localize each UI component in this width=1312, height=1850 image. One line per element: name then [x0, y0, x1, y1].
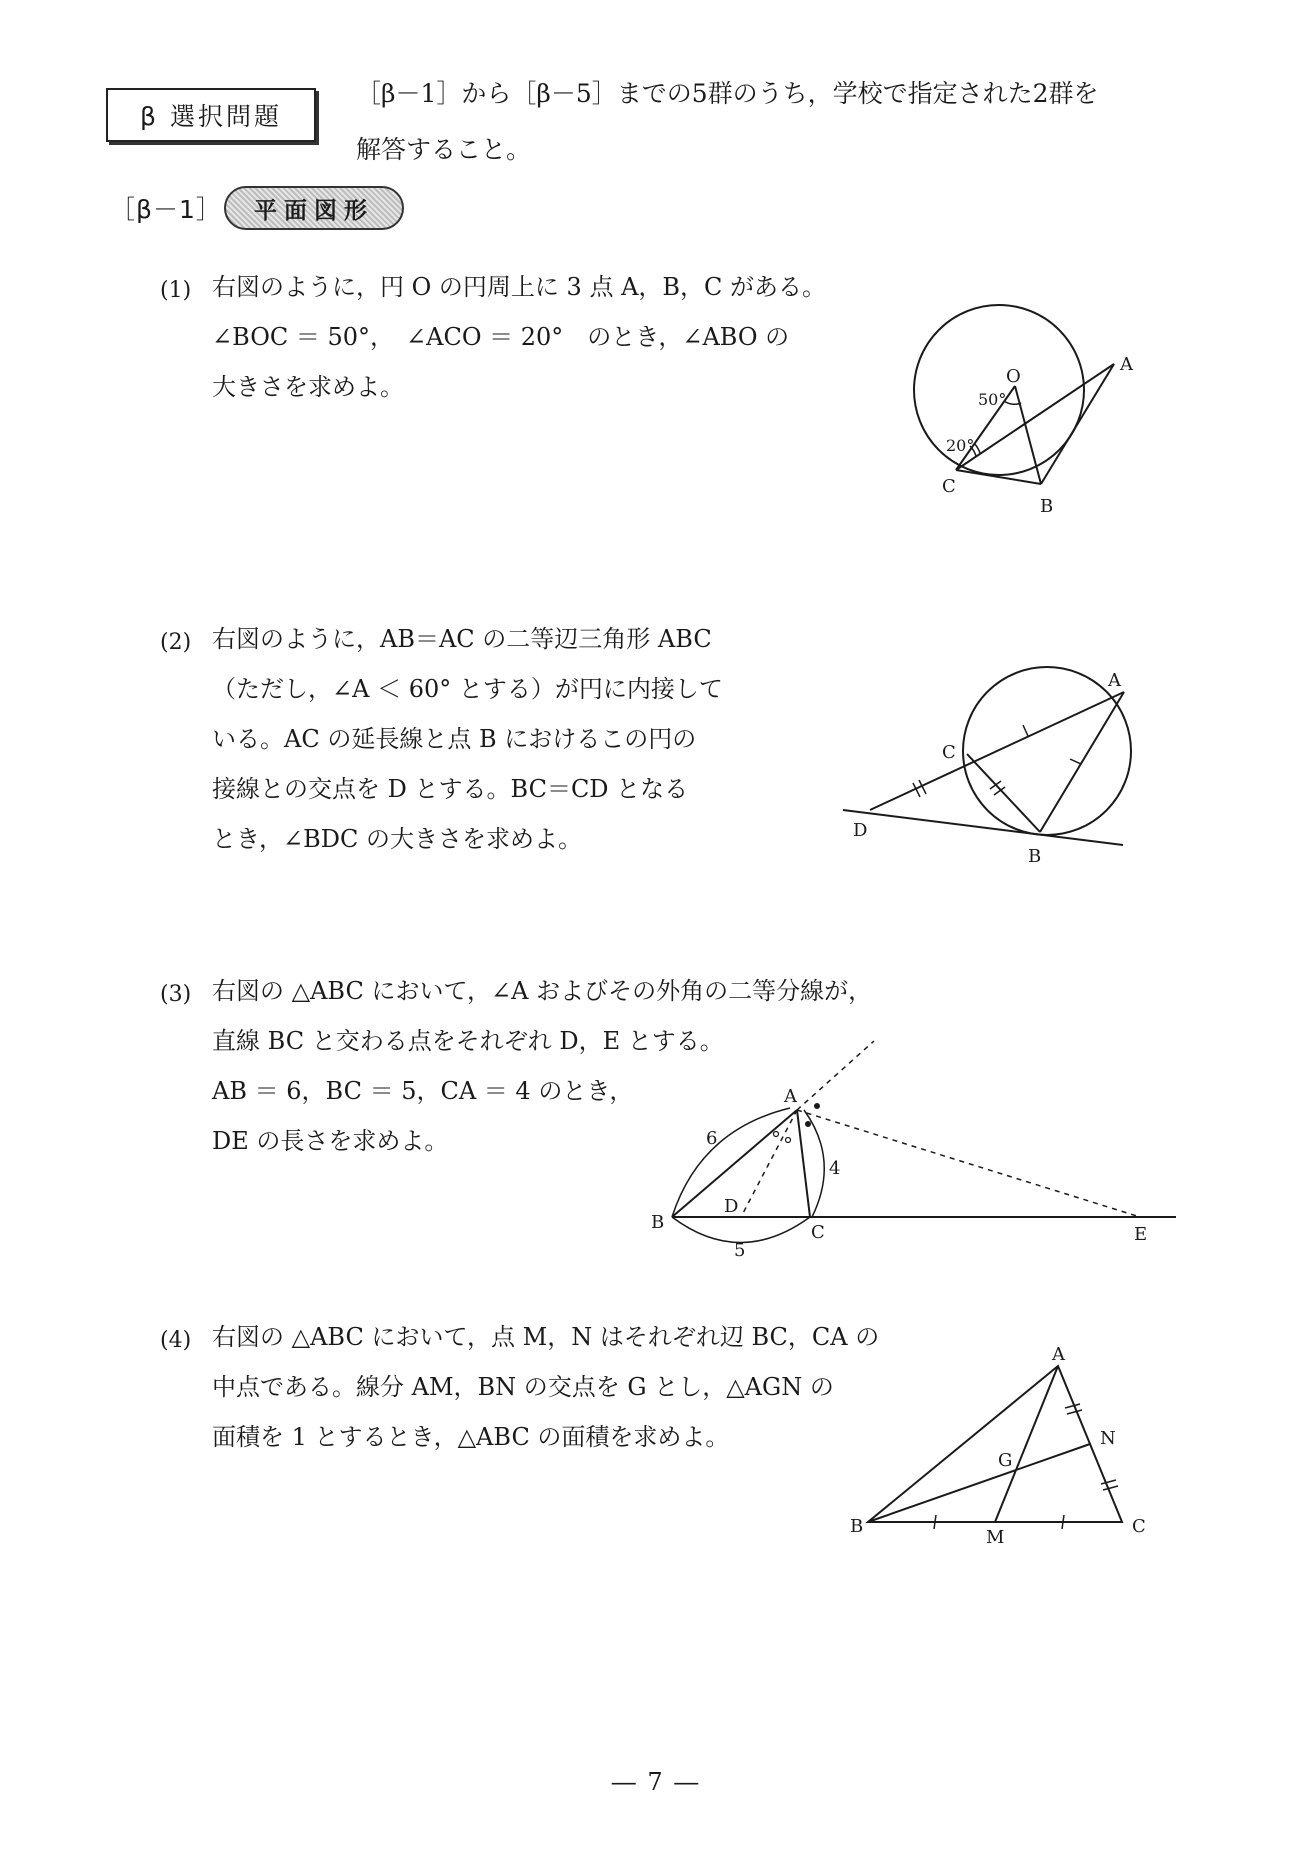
fig4-label-n: N — [1100, 1428, 1116, 1449]
question-2-number: (2) — [160, 630, 192, 655]
fig2-segment-ab — [1040, 692, 1124, 832]
question-1-line-3: 大きさを求めよ。 — [212, 373, 404, 401]
page-number: ― 7 ― — [611, 1768, 701, 1796]
fig4-label-b: B — [850, 1516, 864, 1537]
figure-4 — [868, 1366, 1122, 1529]
question-2-line-2: （ただし，∠A ＜ 60° とする）が円に内接して — [212, 675, 723, 703]
question-1-line-1: 右図のように，円 O の円周上に 3 点 A，B，C がある。 — [212, 273, 827, 301]
fig3-extension-ba — [797, 1041, 874, 1110]
topic-badge: 平面図形 — [224, 186, 404, 230]
fig4-tick-nc-2 — [1103, 1486, 1118, 1490]
figure-1 — [914, 305, 1114, 484]
fig2-label-a: A — [1108, 670, 1121, 691]
question-3-line-2: 直線 BC と交わる点をそれぞれ D，E とする。 — [212, 1027, 724, 1055]
question-4-line-3: 面積を 1 とするとき，△ABC の面積を求めよ。 — [212, 1423, 730, 1451]
question-3-line-1: 右図の △ABC において，∠A およびその外角の二等分線が， — [212, 977, 873, 1005]
question-2-line-3: いる。AC の延長線と点 B におけるこの円の — [212, 725, 697, 753]
fig4-label-a: A — [1052, 1344, 1065, 1365]
fig2-tick-ac — [1023, 725, 1028, 736]
section-title-box: β 選択問題 — [106, 88, 316, 142]
fig1-label-c: C — [942, 476, 956, 497]
fig3-label-d: D — [724, 1196, 739, 1217]
fig3-label-len-ab: 6 — [706, 1128, 718, 1149]
question-2-line-1: 右図のように，AB＝AC の二等辺三角形 ABC — [212, 625, 712, 653]
fig3-circle-mark-2 — [786, 1138, 791, 1143]
fig3-dot-2 — [805, 1121, 811, 1127]
fig3-label-b: B — [651, 1212, 665, 1233]
fig4-triangle-abc — [868, 1366, 1122, 1522]
fig4-median-am — [995, 1366, 1058, 1522]
fig3-label-len-ca: 4 — [829, 1158, 841, 1179]
fig4-label-m: M — [986, 1527, 1005, 1548]
fig4-label-g: G — [998, 1450, 1013, 1471]
fig3-dot-1 — [814, 1103, 820, 1109]
fig2-segment-cb — [967, 754, 1040, 832]
instructions-line-2: 解答すること。 — [356, 135, 532, 164]
fig2-tick-ab — [1070, 759, 1081, 764]
question-4-line-1: 右図の △ABC において，点 M，N はそれぞれ辺 BC，CA の — [212, 1323, 880, 1351]
fig3-label-len-bc: 5 — [734, 1240, 746, 1261]
fig2-label-d: D — [853, 820, 868, 841]
fig4-tick-nc-1 — [1101, 1480, 1116, 1484]
fig4-tick-an-1 — [1065, 1404, 1080, 1408]
question-4-line-2: 中点である。線分 AM，BN の交点を G とし，△AGN の — [212, 1373, 834, 1401]
fig1-segment-ca — [956, 364, 1114, 470]
fig4-tick-mc — [1062, 1515, 1064, 1529]
fig4-median-bn — [868, 1444, 1090, 1522]
fig2-label-c: C — [942, 742, 956, 763]
fig4-tick-an-2 — [1067, 1410, 1082, 1414]
fig3-bisector-ae — [797, 1110, 1140, 1217]
question-1-line-2: ∠BOC ＝ 50°， ∠ACO ＝ 20° のとき，∠ABO の — [212, 323, 790, 351]
fig3-brace-bc — [672, 1217, 810, 1243]
fig3-label-c: C — [811, 1222, 825, 1243]
fig1-label-o: O — [1006, 366, 1021, 387]
fig1-segment-ab — [1041, 364, 1114, 484]
figure-3 — [672, 1041, 1176, 1243]
figure-2 — [843, 667, 1131, 845]
fig4-tick-bm — [934, 1515, 936, 1529]
group-label: ［β－1］ — [110, 195, 222, 224]
fig2-circle — [963, 667, 1131, 835]
fig4-label-c: C — [1132, 1516, 1146, 1537]
question-4-number: (4) — [160, 1328, 192, 1353]
fig3-circle-mark-1 — [774, 1132, 779, 1137]
fig1-label-a: A — [1120, 354, 1133, 375]
fig3-label-a: A — [784, 1086, 797, 1107]
instructions-line-1: ［β－1］から［β－5］までの5群のうち，学校で指定された2群を — [356, 79, 1099, 108]
question-2-line-4: 接線との交点を D とする。BC＝CD となる — [212, 775, 689, 803]
question-3-line-3: AB ＝ 6，BC ＝ 5，CA ＝ 4 のとき， — [212, 1077, 634, 1105]
fig3-label-e: E — [1134, 1224, 1148, 1245]
fig1-label-b: B — [1040, 496, 1054, 517]
fig1-label-angle-20: 20° — [946, 436, 975, 455]
fig3-bisector-ad — [741, 1110, 797, 1217]
question-3-number: (3) — [160, 982, 192, 1007]
question-3-line-4: DE の長さを求めよ。 — [212, 1127, 449, 1155]
fig1-label-angle-50: 50° — [978, 390, 1007, 409]
question-1-number: (1) — [160, 278, 192, 303]
fig1-segment-cb — [956, 470, 1041, 484]
fig2-label-b: B — [1028, 846, 1042, 867]
question-2-line-5: とき，∠BDC の大きさを求めよ。 — [212, 825, 583, 853]
